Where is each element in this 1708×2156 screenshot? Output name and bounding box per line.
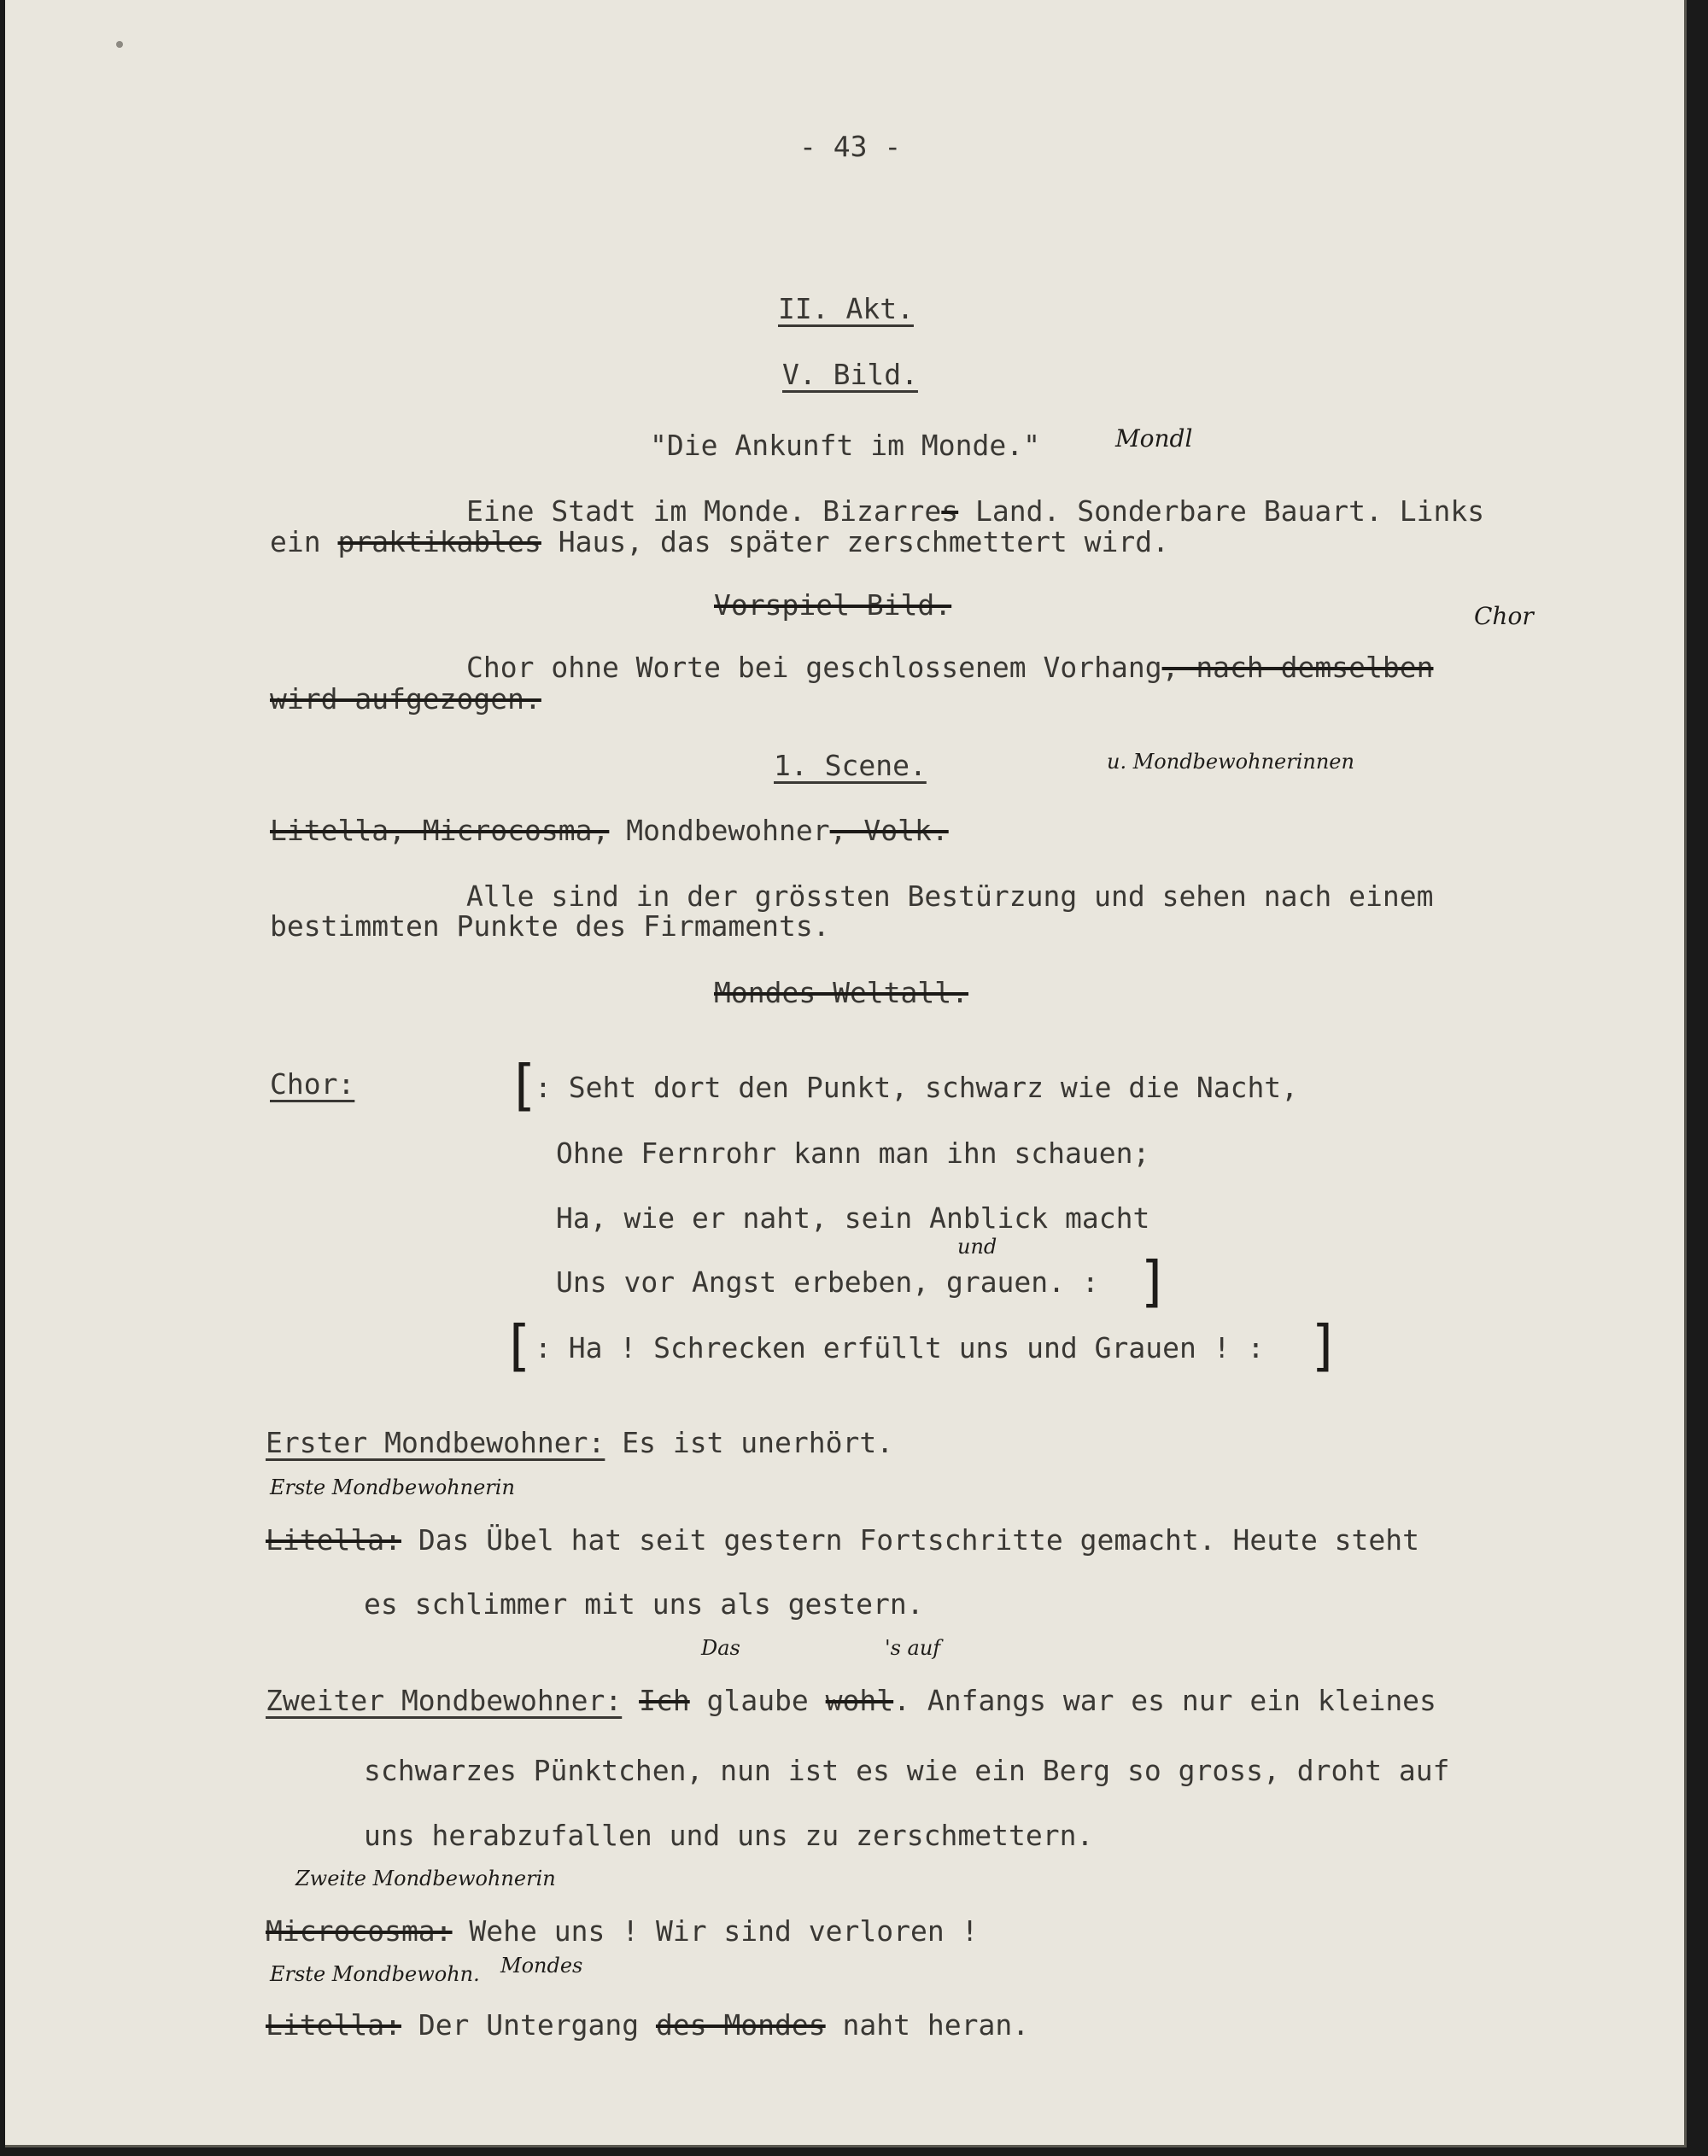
dialogue-text: Der Untergang [401, 2008, 656, 2042]
struck-characters-end: , Volk. [829, 814, 949, 847]
dialogue-text: naht heran. [825, 2008, 1030, 2042]
chor-line-4: Uns vor Angst erbeben, grauen. : [556, 1265, 1099, 1299]
scene-heading: 1. Scene. [774, 749, 927, 782]
stage-direction-line-2: bestimmten Punkte des Firmaments. [270, 909, 830, 943]
dialogue-3-cont-1: schwarzes Pünktchen, nun ist es wie ein Berg so gross, droht auf [364, 1754, 1450, 1787]
setting-text: Land. Sonderbare Bauart. Links [958, 494, 1485, 528]
chorus-text: Chor ohne Worte bei geschlossenem Vorhang [466, 651, 1162, 684]
speaker-name: Litella: [266, 1523, 401, 1557]
handwritten-das: Das [701, 1636, 740, 1660]
struck-text: des Mondes [655, 2008, 826, 2042]
chor-line-2: Ohne Fernrohr kann man ihn schauen; [556, 1136, 1150, 1170]
dialogue-text: Es ist unerhört. [605, 1426, 894, 1459]
struck-characters: Litella, Microcosma, [270, 814, 610, 847]
dialogue-text: Wehe uns ! Wir sind verloren ! [452, 1914, 979, 1948]
speaker-name: Microcosma: [266, 1914, 453, 1948]
handwritten-speaker-note: Erste Mondbewohn. [270, 1962, 480, 1986]
struck-text: wohl [825, 1684, 894, 1717]
struck-text: Ich [639, 1684, 690, 1717]
handwritten-speaker-note: Zweite Mondbewohnerin [295, 1867, 556, 1890]
document-page [5, 0, 1687, 2147]
handwritten-title-note: Mondl [1115, 424, 1193, 453]
struck-heading: Vorspiel Bild. [714, 588, 952, 622]
chor-speaker-label: Chor: [270, 1067, 355, 1101]
dialogue-2-cont: es schlimmer mit uns als gestern. [364, 1587, 924, 1621]
chorus-note-line-2: wird aufgezogen. [270, 682, 541, 716]
handwritten-und: und [957, 1235, 997, 1259]
picture-heading: V. Bild. [782, 358, 918, 391]
dialogue-text: glaube [689, 1684, 826, 1717]
stage-direction-line-1: Alle sind in der grössten Bestürzung und sehen nach einem [466, 879, 1434, 913]
handwritten-speaker-note: Erste Mondbewohnerin [270, 1475, 515, 1499]
chor-line-3: Ha, wie er naht, sein Anblick macht [556, 1201, 1150, 1235]
dialogue-text: . Anfangs war es nur ein kleines [893, 1684, 1436, 1717]
repeat-bracket-close-2: ] [1312, 1315, 1333, 1378]
struck-text: praktikables [337, 525, 541, 558]
struck-text: , nach demselben [1161, 651, 1434, 684]
dialogue-text: Das Übel hat seit gestern Fortschritte gemacht. Heute steht [401, 1523, 1420, 1557]
repeat-bracket-close: ] [1141, 1251, 1162, 1314]
act-heading: II. Akt. [778, 292, 914, 325]
chor-line-1: : Seht dort den Punkt, schwarz wie die Nacht, [535, 1071, 1299, 1104]
repeat-bracket-open-2: [ [509, 1315, 530, 1378]
setting-text: ein [270, 525, 338, 558]
picture-title: "Die Ankunft im Monde." [650, 429, 1040, 462]
chor-line-5: : Ha ! Schrecken erfüllt uns und Grauen ! : [535, 1331, 1265, 1364]
speaker-name: Zweiter Mondbewohner: [266, 1684, 623, 1717]
struck-heading-2: Mondes Weltall. [714, 976, 969, 1009]
speaker-name: Erster Mondbewohner: [266, 1426, 605, 1459]
setting-text: Haus, das später zerschmettert wird. [541, 525, 1170, 558]
chorus-note-line-1 [466, 651, 1434, 684]
setting-text: Eine Stadt im Monde. Bizarre [466, 494, 942, 528]
setting-line-2 [270, 525, 1170, 558]
dialogue-3 [266, 1686, 1436, 1715]
page-number: - 43 - [799, 130, 902, 163]
setting-line-1 [466, 494, 1485, 528]
struck-text: s [941, 494, 959, 528]
speaker-name: Litella: [266, 2008, 401, 2042]
characters-line [270, 814, 949, 847]
punch-hole [116, 41, 123, 48]
dialogue-3-cont-2: uns herabzufallen und uns zu zerschmettern. [364, 1819, 1094, 1852]
repeat-bracket-open: [ [514, 1055, 535, 1118]
dialogue-2 [266, 1523, 1420, 1557]
handwritten-chor: Chor [1474, 602, 1534, 630]
dialogue-5 [266, 2008, 1030, 2042]
handwritten-mondes: Mondes [500, 1954, 583, 1978]
characters-kept: Mondbewohner [609, 814, 830, 847]
handwritten-scene-note: u. Mondbewohnerinnen [1107, 750, 1354, 774]
dialogue-1 [266, 1426, 894, 1459]
handwritten-auf: 's auf [885, 1636, 941, 1660]
dialogue-text [622, 1684, 639, 1717]
dialogue-4 [266, 1914, 979, 1948]
